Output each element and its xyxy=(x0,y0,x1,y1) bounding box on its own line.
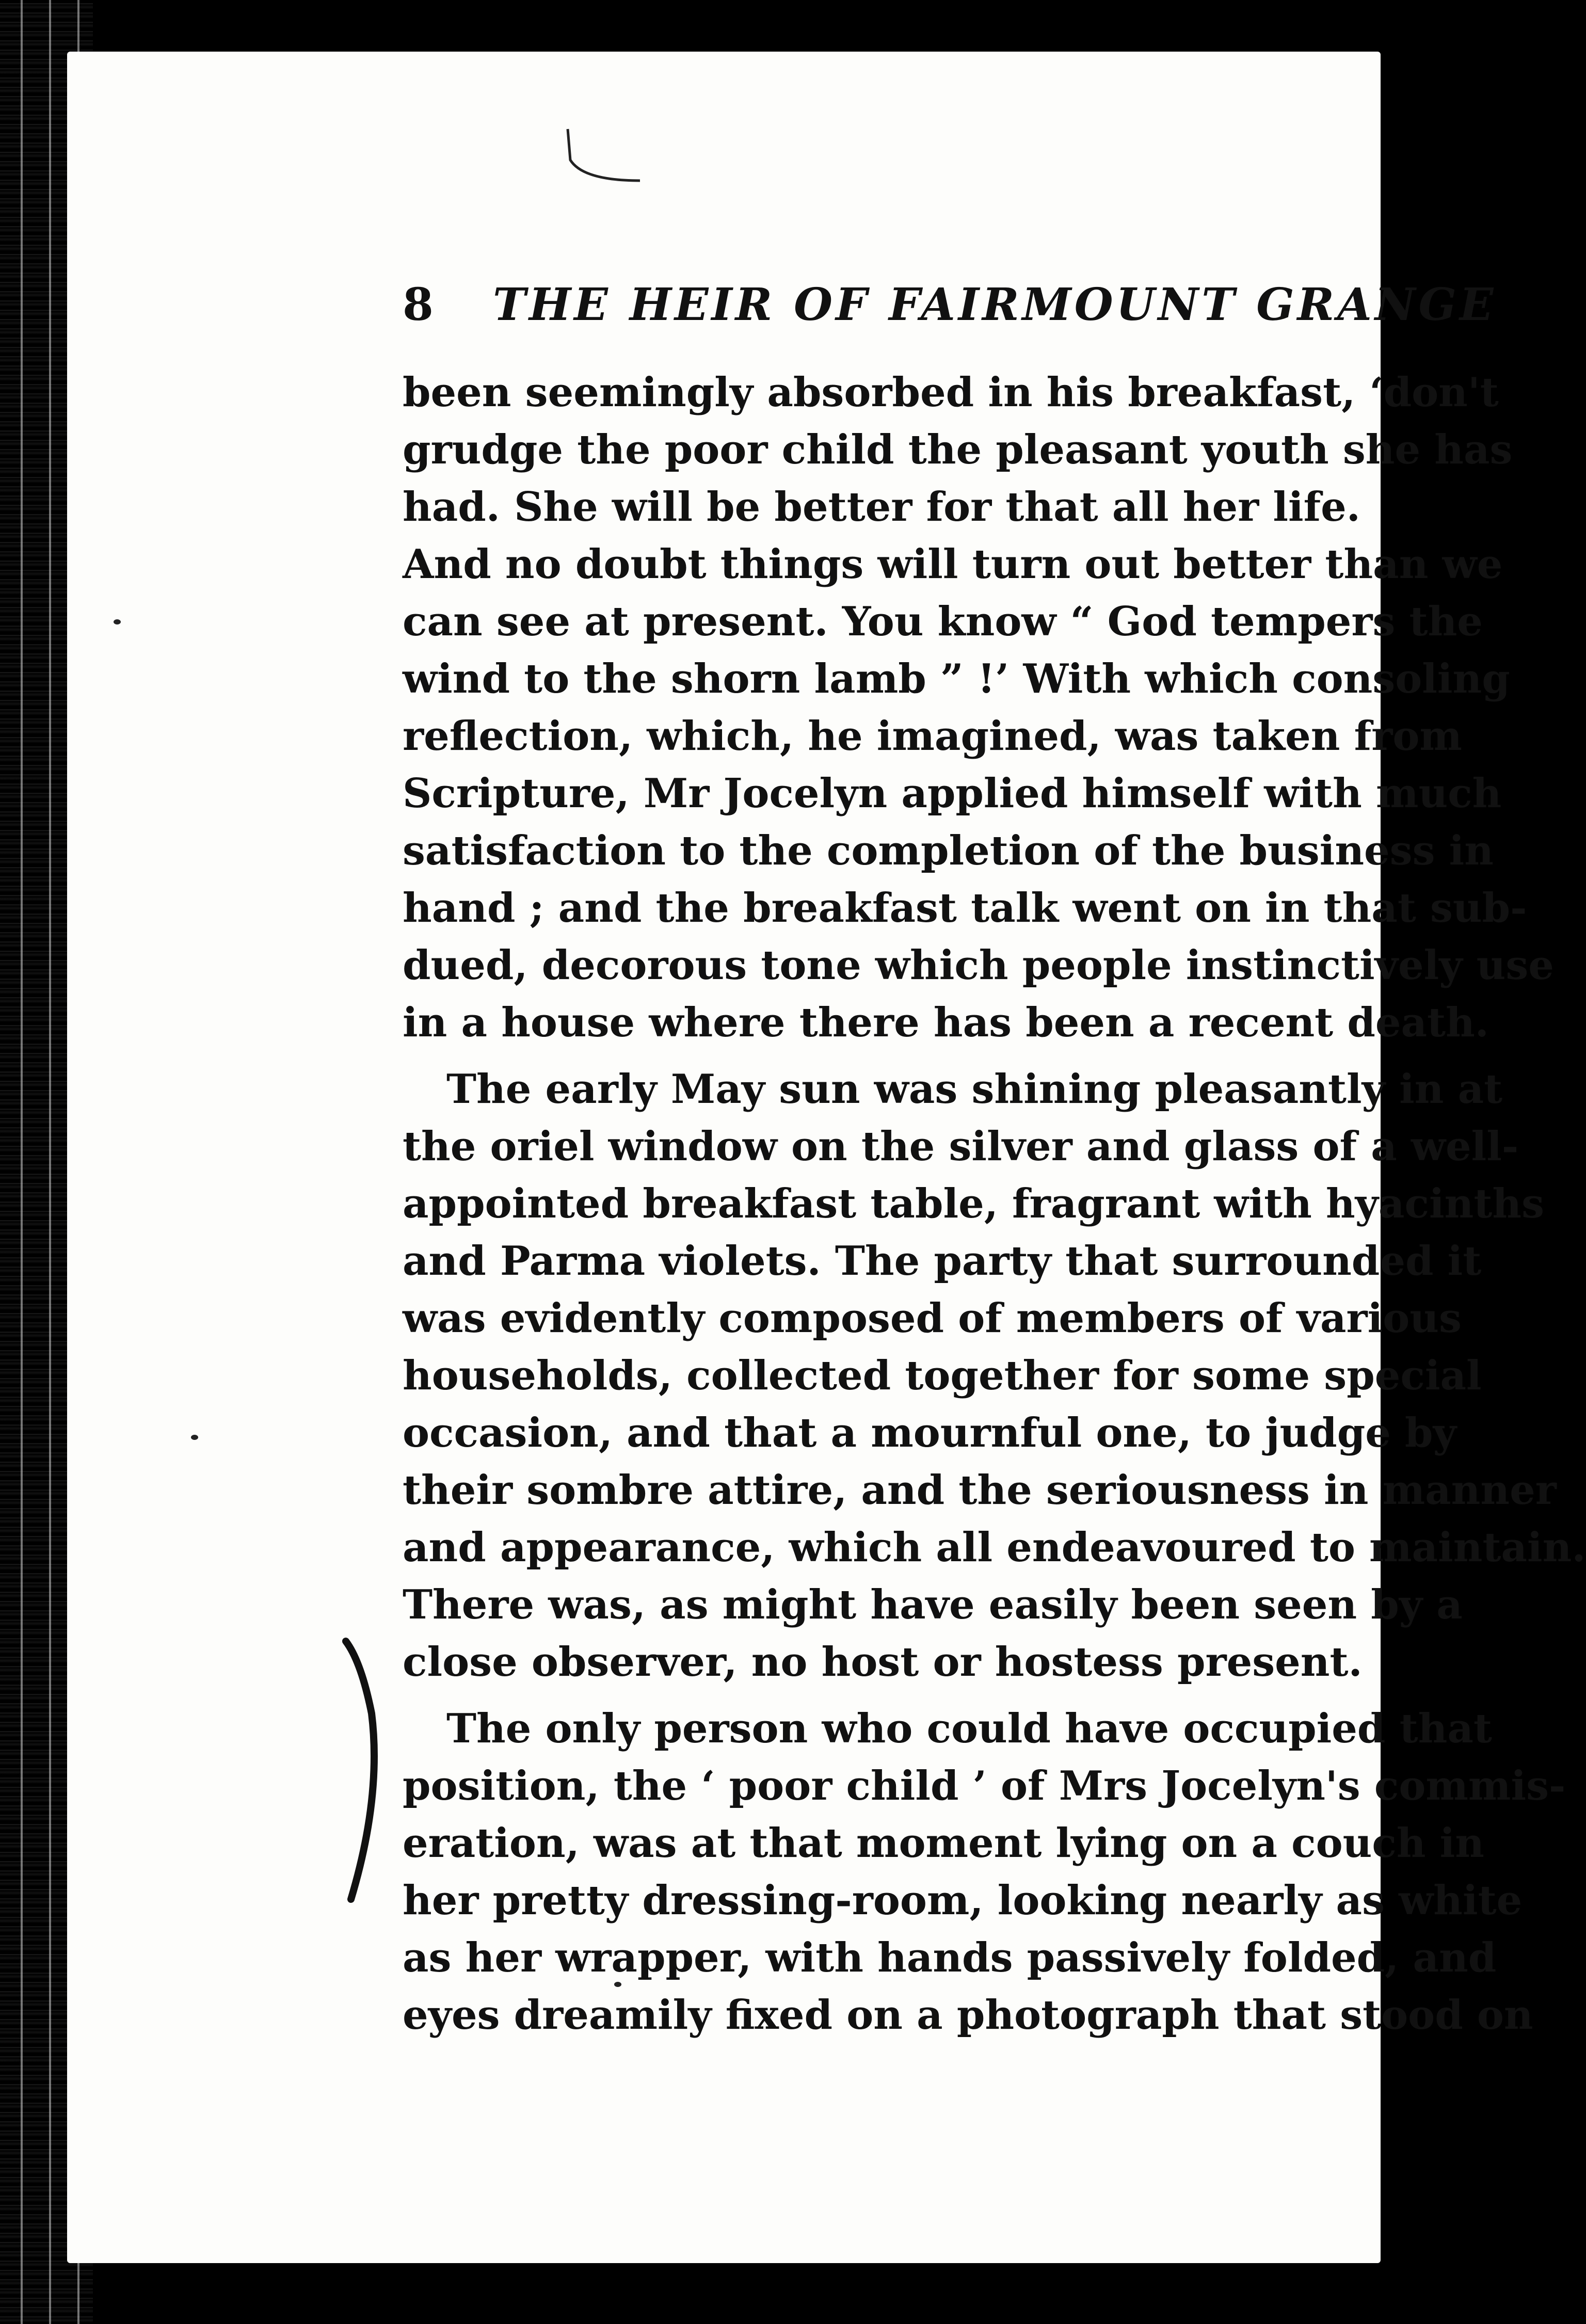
text-line: wind to the shorn lamb ” !’ With which consoling xyxy=(403,655,1510,702)
scan-mark-hook xyxy=(506,129,661,191)
text-line: reflection, which, he imagined, was taken from xyxy=(403,713,1462,760)
text-line: and appearance, which all endeavoured to maintain. xyxy=(403,1524,1586,1571)
scan-mark-bracket xyxy=(341,1641,408,1910)
text-line: and Parma violets. The party that surrounded it xyxy=(403,1238,1482,1285)
text-line: their sombre attire, and the seriousness in manner xyxy=(403,1467,1557,1514)
paragraph-first-line: The early May sun was shining pleasantly in at xyxy=(446,1066,1503,1113)
text-line: close observer, no host or hostess present. xyxy=(403,1639,1363,1686)
body-text xyxy=(403,364,1586,2273)
text-line: satisfaction to the completion of the business in xyxy=(403,827,1494,874)
text-line: There was, as might have easily been seen by a xyxy=(403,1581,1463,1628)
text-line: eyes dreamily fixed on a photograph that stood on xyxy=(403,1992,1533,2039)
running-title: THE HEIR OF FAIRMOUNT GRANGE xyxy=(493,279,1497,331)
text-line: had. She will be better for that all her life. xyxy=(403,484,1360,531)
text-line: eration, was at that moment lying on a couch in xyxy=(403,1820,1485,1867)
book-page xyxy=(67,52,1586,2263)
text-line: Scripture, Mr Jocelyn applied himself with much xyxy=(403,770,1502,817)
text-line: dued, decorous tone which people instinctively use xyxy=(403,942,1554,989)
scan-speck xyxy=(191,1435,198,1440)
text-line: was evidently composed of members of various xyxy=(403,1295,1462,1342)
text-line: her pretty dressing-room, looking nearly as white xyxy=(403,1877,1523,1924)
paragraph-first-line: The only person who could have occupied that xyxy=(446,1705,1492,1752)
binding-highlight xyxy=(49,0,51,2324)
text-line: And no doubt things will turn out better than we xyxy=(403,541,1503,588)
text-line: in a house where there has been a recent death. xyxy=(403,999,1489,1046)
text-line: hand ; and the breakfast talk went on in that sub- xyxy=(403,885,1527,932)
running-header xyxy=(403,237,1497,341)
page-number: 8 xyxy=(403,279,434,331)
text-line: been seemingly absorbed in his breakfast, ‘don't xyxy=(403,369,1499,416)
binding-highlight xyxy=(21,0,23,2324)
scan-speck xyxy=(614,1982,621,1987)
text-line: the oriel window on the silver and glass of a well- xyxy=(403,1123,1519,1170)
text-line: occasion, and that a mournful one, to judge by xyxy=(403,1409,1456,1456)
scan-speck xyxy=(114,619,121,624)
text-line: appointed breakfast table, fragrant with hyacinths xyxy=(403,1180,1545,1227)
text-line: position, the ‘ poor child ’ of Mrs Jocelyn's commis- xyxy=(403,1762,1566,1809)
text-line: can see at present. You know “ God tempers the xyxy=(403,598,1483,645)
text-line: households, collected together for some special xyxy=(403,1352,1482,1399)
text-line: grudge the poor child the pleasant youth she has xyxy=(403,426,1513,473)
text-line: as her wrapper, with hands passively folded, and xyxy=(403,1934,1497,1981)
